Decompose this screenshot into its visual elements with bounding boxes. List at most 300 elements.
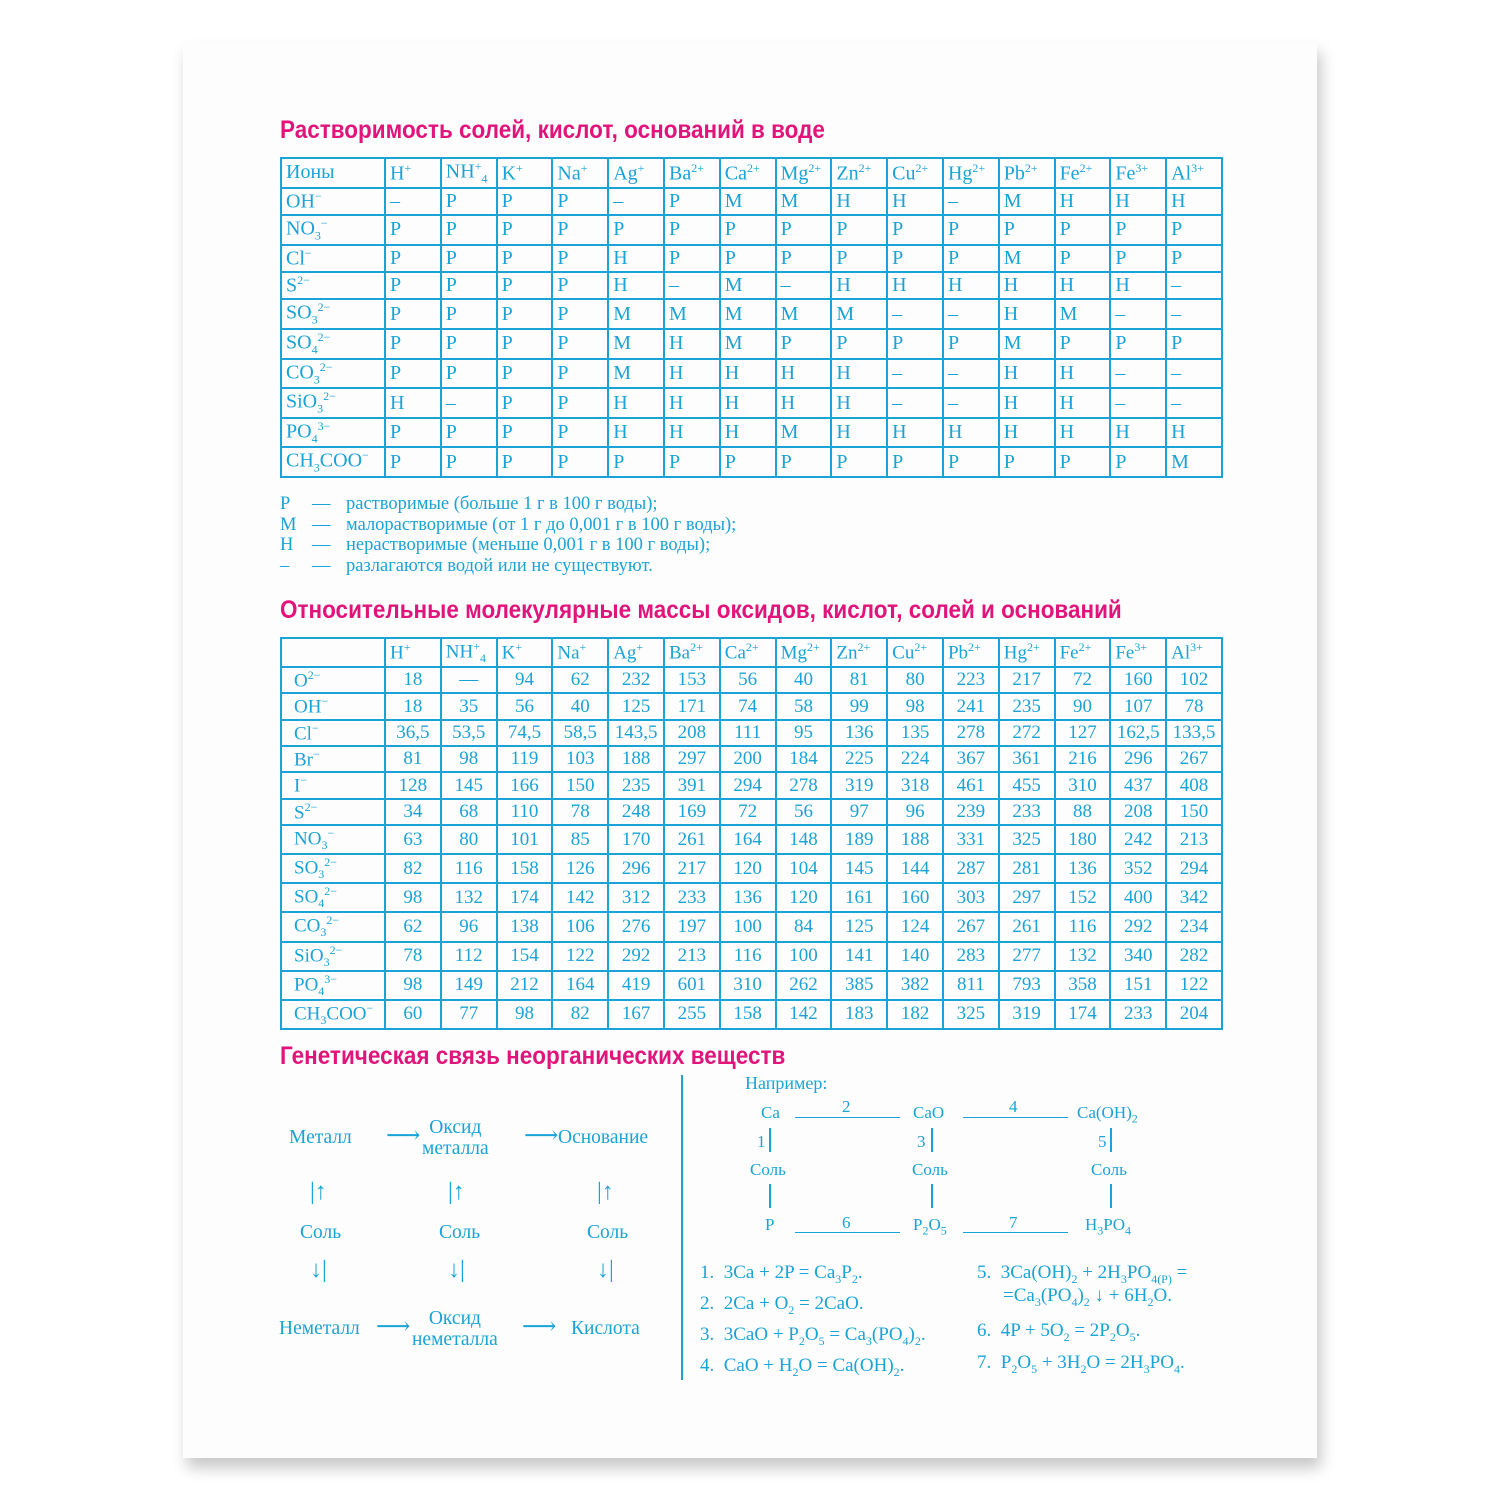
value-cell: 164 (720, 825, 776, 854)
table-row (281, 667, 1222, 693)
value-cell: 267 (1166, 746, 1222, 772)
cation-header: $Al^{3+}$ (1166, 638, 1222, 667)
value-cell: 133,5 (1166, 720, 1222, 746)
value-cell: 141 (831, 942, 887, 971)
value-cell: 98 (497, 1000, 553, 1029)
value-cell: 150 (1166, 799, 1222, 825)
value-cell: Р (385, 299, 441, 329)
value-cell: 98 (887, 693, 943, 719)
arrow-right-icon: ⟶ (524, 1123, 559, 1149)
value-cell: – (1110, 388, 1166, 418)
value-cell: Р (720, 447, 776, 477)
value-cell: 122 (1166, 971, 1222, 1000)
value-cell: 278 (943, 720, 999, 746)
value-cell: 283 (943, 942, 999, 971)
value-cell: 148 (776, 825, 832, 854)
value-cell: Н (999, 299, 1055, 329)
cation-header: $Zn^{2+}$ (831, 638, 887, 667)
value-cell: – (776, 272, 832, 299)
value-cell: 145 (831, 854, 887, 883)
value-cell: Н (664, 359, 720, 389)
value-cell: 53,5 (441, 720, 497, 746)
value-cell: 223 (943, 667, 999, 693)
link-line (769, 1184, 771, 1208)
value-cell: – (1166, 272, 1222, 299)
value-cell: Р (664, 215, 720, 245)
value-cell: 160 (1110, 667, 1166, 693)
value-cell: – (608, 188, 664, 215)
salt-label: Соль (439, 1222, 481, 1243)
value-cell: Н (831, 388, 887, 418)
cation-header: Na+ (552, 158, 608, 188)
value-cell: 18 (385, 667, 441, 693)
value-cell: 170 (608, 825, 664, 854)
value-cell: 197 (664, 912, 720, 941)
value-cell: 294 (1166, 854, 1222, 883)
anion-cell: OH− (281, 188, 385, 215)
value-cell: 136 (831, 720, 887, 746)
value-cell: 234 (1166, 912, 1222, 941)
value-cell: Р (887, 329, 943, 359)
value-cell: 112 (441, 942, 497, 971)
value-cell: Н (1110, 272, 1166, 299)
value-cell: Р (552, 299, 608, 329)
ca-node: Ca (761, 1103, 780, 1122)
base-label: Основание (558, 1127, 649, 1148)
value-cell: 40 (776, 667, 832, 693)
value-cell: 40 (552, 693, 608, 719)
value-cell: 88 (1055, 799, 1111, 825)
value-cell: Р (831, 215, 887, 245)
cation-header: $Mg^{2+}$ (776, 638, 832, 667)
value-cell: 319 (999, 1000, 1055, 1029)
value-cell: Р (608, 447, 664, 477)
value-cell: 98 (385, 883, 441, 912)
value-cell: – (887, 359, 943, 389)
value-cell: 60 (385, 1000, 441, 1029)
value-cell: — (441, 667, 497, 693)
value-cell: – (1110, 359, 1166, 389)
value-cell: Р (887, 215, 943, 245)
value-cell: Р (497, 329, 553, 359)
salt-node: Соль (1091, 1160, 1127, 1179)
value-cell: 144 (887, 854, 943, 883)
value-cell: 292 (1110, 912, 1166, 941)
value-cell: 106 (552, 912, 608, 941)
value-cell: 174 (497, 883, 553, 912)
value-cell: 319 (831, 772, 887, 798)
arrow-right-icon: ⟶ (386, 1123, 421, 1149)
cation-header: $Pb^{2+}$ (999, 158, 1055, 188)
value-cell: 342 (1166, 883, 1222, 912)
value-cell: 140 (887, 942, 943, 971)
value-cell: 224 (887, 746, 943, 772)
value-cell: Р (552, 272, 608, 299)
cation-header: $Ca^{2+}$ (720, 158, 776, 188)
value-cell: Р (720, 215, 776, 245)
value-cell: 136 (720, 883, 776, 912)
anion-cell: $CO_3^{2-}$ (281, 359, 385, 389)
table-row (281, 329, 1222, 359)
value-cell: 217 (999, 667, 1055, 693)
value-cell: Р (552, 188, 608, 215)
table-row (281, 359, 1222, 389)
value-cell: 213 (1166, 825, 1222, 854)
anion-cell: $PO_4^{3-}$ (281, 971, 385, 1000)
table-row (281, 772, 1222, 798)
double-arrow-icon: |↑ (448, 1179, 465, 1205)
cation-header: Na+ (552, 638, 608, 667)
value-cell: М (1166, 447, 1222, 477)
value-cell: 149 (441, 971, 497, 1000)
value-cell: 158 (720, 1000, 776, 1029)
value-cell: 142 (552, 883, 608, 912)
value-cell: М (720, 299, 776, 329)
value-cell: 145 (441, 772, 497, 798)
link-line (963, 1117, 1068, 1118)
anion-cell: I− (281, 772, 385, 798)
value-cell: 127 (1055, 720, 1111, 746)
value-cell: 255 (664, 1000, 720, 1029)
step-number: 3 (917, 1132, 926, 1151)
value-cell: 282 (1166, 942, 1222, 971)
value-cell: 74,5 (497, 720, 553, 746)
value-cell: 56 (497, 693, 553, 719)
value-cell: 120 (776, 883, 832, 912)
value-cell: 81 (385, 746, 441, 772)
table-row (281, 272, 1222, 299)
value-cell: Н (943, 272, 999, 299)
value-cell: 158 (497, 854, 553, 883)
value-cell: Н (720, 359, 776, 389)
value-cell: 120 (720, 854, 776, 883)
value-cell: 204 (1166, 1000, 1222, 1029)
equation: $=Ca_3(PO_4)_2$ ↓ + $6H_2O$. (1003, 1285, 1172, 1309)
value-cell: 62 (385, 912, 441, 941)
solubility-title: Растворимость солей, кислот, оснований в воде (280, 116, 825, 144)
value-cell: 58,5 (552, 720, 608, 746)
value-cell: Н (999, 418, 1055, 448)
legend-key: – (280, 555, 290, 576)
anion-cell: $SO_3^{2-}$ (281, 299, 385, 329)
value-cell: 358 (1055, 971, 1111, 1000)
value-cell: 277 (999, 942, 1055, 971)
value-cell: 419 (608, 971, 664, 1000)
table-row (281, 883, 1222, 912)
value-cell: 248 (608, 799, 664, 825)
acid-label: Кислота (571, 1318, 640, 1339)
value-cell: – (441, 388, 497, 418)
cation-header: $Cu^{2+}$ (887, 638, 943, 667)
value-cell: М (720, 329, 776, 359)
value-cell: 132 (441, 883, 497, 912)
value-cell: Р (1055, 447, 1111, 477)
value-cell: – (1110, 299, 1166, 329)
value-cell: 99 (831, 693, 887, 719)
value-cell: 154 (497, 942, 553, 971)
value-cell: 122 (552, 942, 608, 971)
value-cell: 98 (385, 971, 441, 1000)
value-cell: 164 (552, 971, 608, 1000)
value-cell: 174 (1055, 1000, 1111, 1029)
value-cell: Н (1055, 418, 1111, 448)
value-cell: 213 (664, 942, 720, 971)
value-cell: М (999, 329, 1055, 359)
value-cell: Р (776, 329, 832, 359)
value-cell: – (943, 299, 999, 329)
value-cell: 261 (664, 825, 720, 854)
value-cell: 292 (608, 942, 664, 971)
value-cell: М (664, 299, 720, 329)
equation: 2. $2Ca + O_2 = 2CaO$. (700, 1293, 864, 1317)
value-cell: 239 (943, 799, 999, 825)
cation-header: $Mg^{2+}$ (776, 158, 832, 188)
value-cell: 100 (720, 912, 776, 941)
value-cell: 80 (887, 667, 943, 693)
value-cell: 125 (608, 693, 664, 719)
value-cell: Р (385, 272, 441, 299)
legend-key: Н (280, 535, 294, 555)
value-cell: Р (887, 447, 943, 477)
masses-title: Относительные молекулярные массы оксидов, кислот, солей и оснований (280, 596, 1122, 624)
equation: 4. CaO + $H_2O = Ca(OH)_2$. (700, 1355, 905, 1379)
value-cell: 84 (776, 912, 832, 941)
value-cell: Р (385, 418, 441, 448)
value-cell: Р (497, 215, 553, 245)
value-cell: – (664, 272, 720, 299)
value-cell: 100 (776, 942, 832, 971)
value-cell: Р (1166, 329, 1222, 359)
value-cell: 200 (720, 746, 776, 772)
value-cell: – (1166, 359, 1222, 389)
equation: 5. $3Ca(OH)_2 + 2H_3PO_{4(Р)}$ = (977, 1262, 1188, 1286)
value-cell: Р (497, 245, 553, 272)
value-cell: 126 (552, 854, 608, 883)
value-cell: 391 (664, 772, 720, 798)
value-cell: 18 (385, 693, 441, 719)
value-cell: 116 (720, 942, 776, 971)
value-cell: 361 (999, 746, 1055, 772)
value-cell: Р (664, 447, 720, 477)
value-cell: 281 (999, 854, 1055, 883)
value-cell: Р (497, 418, 553, 448)
value-cell: Н (720, 388, 776, 418)
value-cell: М (776, 418, 832, 448)
value-cell: 136 (1055, 854, 1111, 883)
value-cell: 34 (385, 799, 441, 825)
value-cell: 340 (1110, 942, 1166, 971)
arrow-right-icon: ⟶ (522, 1314, 557, 1340)
value-cell: 96 (887, 799, 943, 825)
value-cell: Н (608, 245, 664, 272)
value-cell: 811 (943, 971, 999, 1000)
double-arrow-icon: |↑ (310, 1179, 327, 1205)
value-cell: Р (831, 329, 887, 359)
value-cell: 241 (943, 693, 999, 719)
value-cell: 78 (1166, 693, 1222, 719)
value-cell: – (943, 388, 999, 418)
equation: 6. $4P + 5O_2 = 2P_2O_5$. (977, 1320, 1141, 1344)
anion-cell: $SO_3^{2-}$ (281, 854, 385, 883)
value-cell: 36,5 (385, 720, 441, 746)
anion-cell: Cl− (281, 720, 385, 746)
value-cell: Р (497, 188, 553, 215)
value-cell: М (608, 359, 664, 389)
value-cell: 97 (831, 799, 887, 825)
value-cell: 150 (552, 772, 608, 798)
anion-cell: $S^{2-}$ (281, 272, 385, 299)
value-cell: 183 (831, 1000, 887, 1029)
cation-header: $Ba^{2+}$ (664, 158, 720, 188)
value-cell: 35 (441, 693, 497, 719)
value-cell: Н (720, 418, 776, 448)
p-node: P (765, 1215, 775, 1234)
anion-cell: Cl− (281, 245, 385, 272)
value-cell: М (831, 299, 887, 329)
legend-text: нерастворимые (меньше 0,001 г в 100 г воды); (346, 535, 711, 555)
value-cell: Р (887, 245, 943, 272)
value-cell: Р (441, 245, 497, 272)
value-cell: Н (831, 188, 887, 215)
cation-header: $Fe^{2+}$ (1055, 638, 1111, 667)
value-cell: 437 (1110, 772, 1166, 798)
value-cell: Р (720, 245, 776, 272)
value-cell: 104 (776, 854, 832, 883)
cation-header: K+ (497, 638, 553, 667)
anion-cell: $SO_4^{2-}$ (281, 883, 385, 912)
value-cell: 78 (552, 799, 608, 825)
link-line (931, 1184, 933, 1208)
link-line (795, 1117, 900, 1118)
example-label: Например: (745, 1073, 828, 1093)
anion-cell: OH− (281, 693, 385, 719)
value-cell: Н (385, 388, 441, 418)
value-cell: 152 (1055, 883, 1111, 912)
value-cell: 160 (887, 883, 943, 912)
value-cell: 124 (887, 912, 943, 941)
value-cell: 232 (608, 667, 664, 693)
legend-text: разлагаются водой или не существуют. (346, 555, 653, 576)
value-cell: 793 (999, 971, 1055, 1000)
anion-cell: $S^{2-}$ (281, 799, 385, 825)
value-cell: 217 (664, 854, 720, 883)
value-cell: Р (552, 359, 608, 389)
value-cell: Р (1166, 245, 1222, 272)
value-cell: 318 (887, 772, 943, 798)
value-cell: 98 (441, 746, 497, 772)
value-cell: – (887, 388, 943, 418)
value-cell: Р (385, 215, 441, 245)
value-cell: М (1055, 299, 1111, 329)
value-cell: 287 (943, 854, 999, 883)
table-row (281, 912, 1222, 941)
value-cell: 74 (720, 693, 776, 719)
value-cell: 184 (776, 746, 832, 772)
value-cell: Р (776, 245, 832, 272)
value-cell: 143,5 (608, 720, 664, 746)
value-cell: Н (776, 388, 832, 418)
value-cell: 235 (608, 772, 664, 798)
value-cell: Р (385, 245, 441, 272)
legend-dash: — (312, 555, 331, 576)
value-cell: 128 (385, 772, 441, 798)
table-row (281, 720, 1222, 746)
anion-cell: SiO$_3^{2-}$ (281, 942, 385, 971)
value-cell: 102 (1166, 667, 1222, 693)
value-cell: М (999, 188, 1055, 215)
nonmetal-label: Неметалл (279, 1318, 360, 1339)
value-cell: 153 (664, 667, 720, 693)
value-cell: Р (441, 188, 497, 215)
value-cell: Р (552, 245, 608, 272)
value-cell: Р (943, 245, 999, 272)
value-cell: 303 (943, 883, 999, 912)
value-cell: Р (943, 329, 999, 359)
value-cell: 262 (776, 971, 832, 1000)
value-cell: 367 (943, 746, 999, 772)
value-cell: Р (943, 215, 999, 245)
cation-header: $Hg^{2+}$ (943, 158, 999, 188)
cao-node: CaO (913, 1103, 945, 1122)
value-cell: 162,5 (1110, 720, 1166, 746)
value-cell: 81 (831, 667, 887, 693)
double-arrow-icon: ↓| (448, 1257, 465, 1283)
value-cell: 58 (776, 693, 832, 719)
value-cell: 161 (831, 883, 887, 912)
value-cell: 331 (943, 825, 999, 854)
value-cell: 90 (1055, 693, 1111, 719)
equation: 3. $3CaO + P_2O_5 = Ca_3(PO_4)_2$. (700, 1324, 926, 1348)
value-cell: 125 (831, 912, 887, 941)
genetic-title: Генетическая связь неорганических веществ (280, 1042, 786, 1070)
masses-table (280, 637, 1223, 1030)
cation-header: $Fe^{3+}$ (1110, 638, 1166, 667)
value-cell: Р (999, 447, 1055, 477)
value-cell: М (608, 329, 664, 359)
value-cell: 189 (831, 825, 887, 854)
value-cell: М (776, 299, 832, 329)
value-cell: 296 (608, 854, 664, 883)
value-cell: 96 (441, 912, 497, 941)
value-cell: Р (1110, 245, 1166, 272)
h3po4-node: $H_3PO_4$ (1085, 1215, 1132, 1238)
legend-text: растворимые (больше 1 г в 100 г воды); (346, 494, 658, 514)
value-cell: Н (887, 272, 943, 299)
value-cell: 233 (999, 799, 1055, 825)
value-cell: 310 (1055, 772, 1111, 798)
value-cell: 166 (497, 772, 553, 798)
value-cell: Р (831, 245, 887, 272)
value-cell: 82 (552, 1000, 608, 1029)
legend-item (280, 494, 736, 515)
value-cell: Р (441, 215, 497, 245)
value-cell: Р (1110, 329, 1166, 359)
value-cell: 208 (664, 720, 720, 746)
value-cell: 110 (497, 799, 553, 825)
value-cell: 116 (1055, 912, 1111, 941)
step-number: 6 (842, 1213, 851, 1232)
value-cell: Р (441, 418, 497, 448)
caoh-node: $Ca(OH)_2$ (1077, 1103, 1138, 1126)
metal-oxide-label: Оксид металла (422, 1117, 489, 1159)
double-arrow-icon: ↓| (310, 1257, 327, 1283)
table-row (281, 799, 1222, 825)
value-cell: 272 (999, 720, 1055, 746)
value-cell: 296 (1110, 746, 1166, 772)
value-cell: Н (608, 418, 664, 448)
cation-header: $Al^{3+}$ (1166, 158, 1222, 188)
value-cell: Р (664, 245, 720, 272)
